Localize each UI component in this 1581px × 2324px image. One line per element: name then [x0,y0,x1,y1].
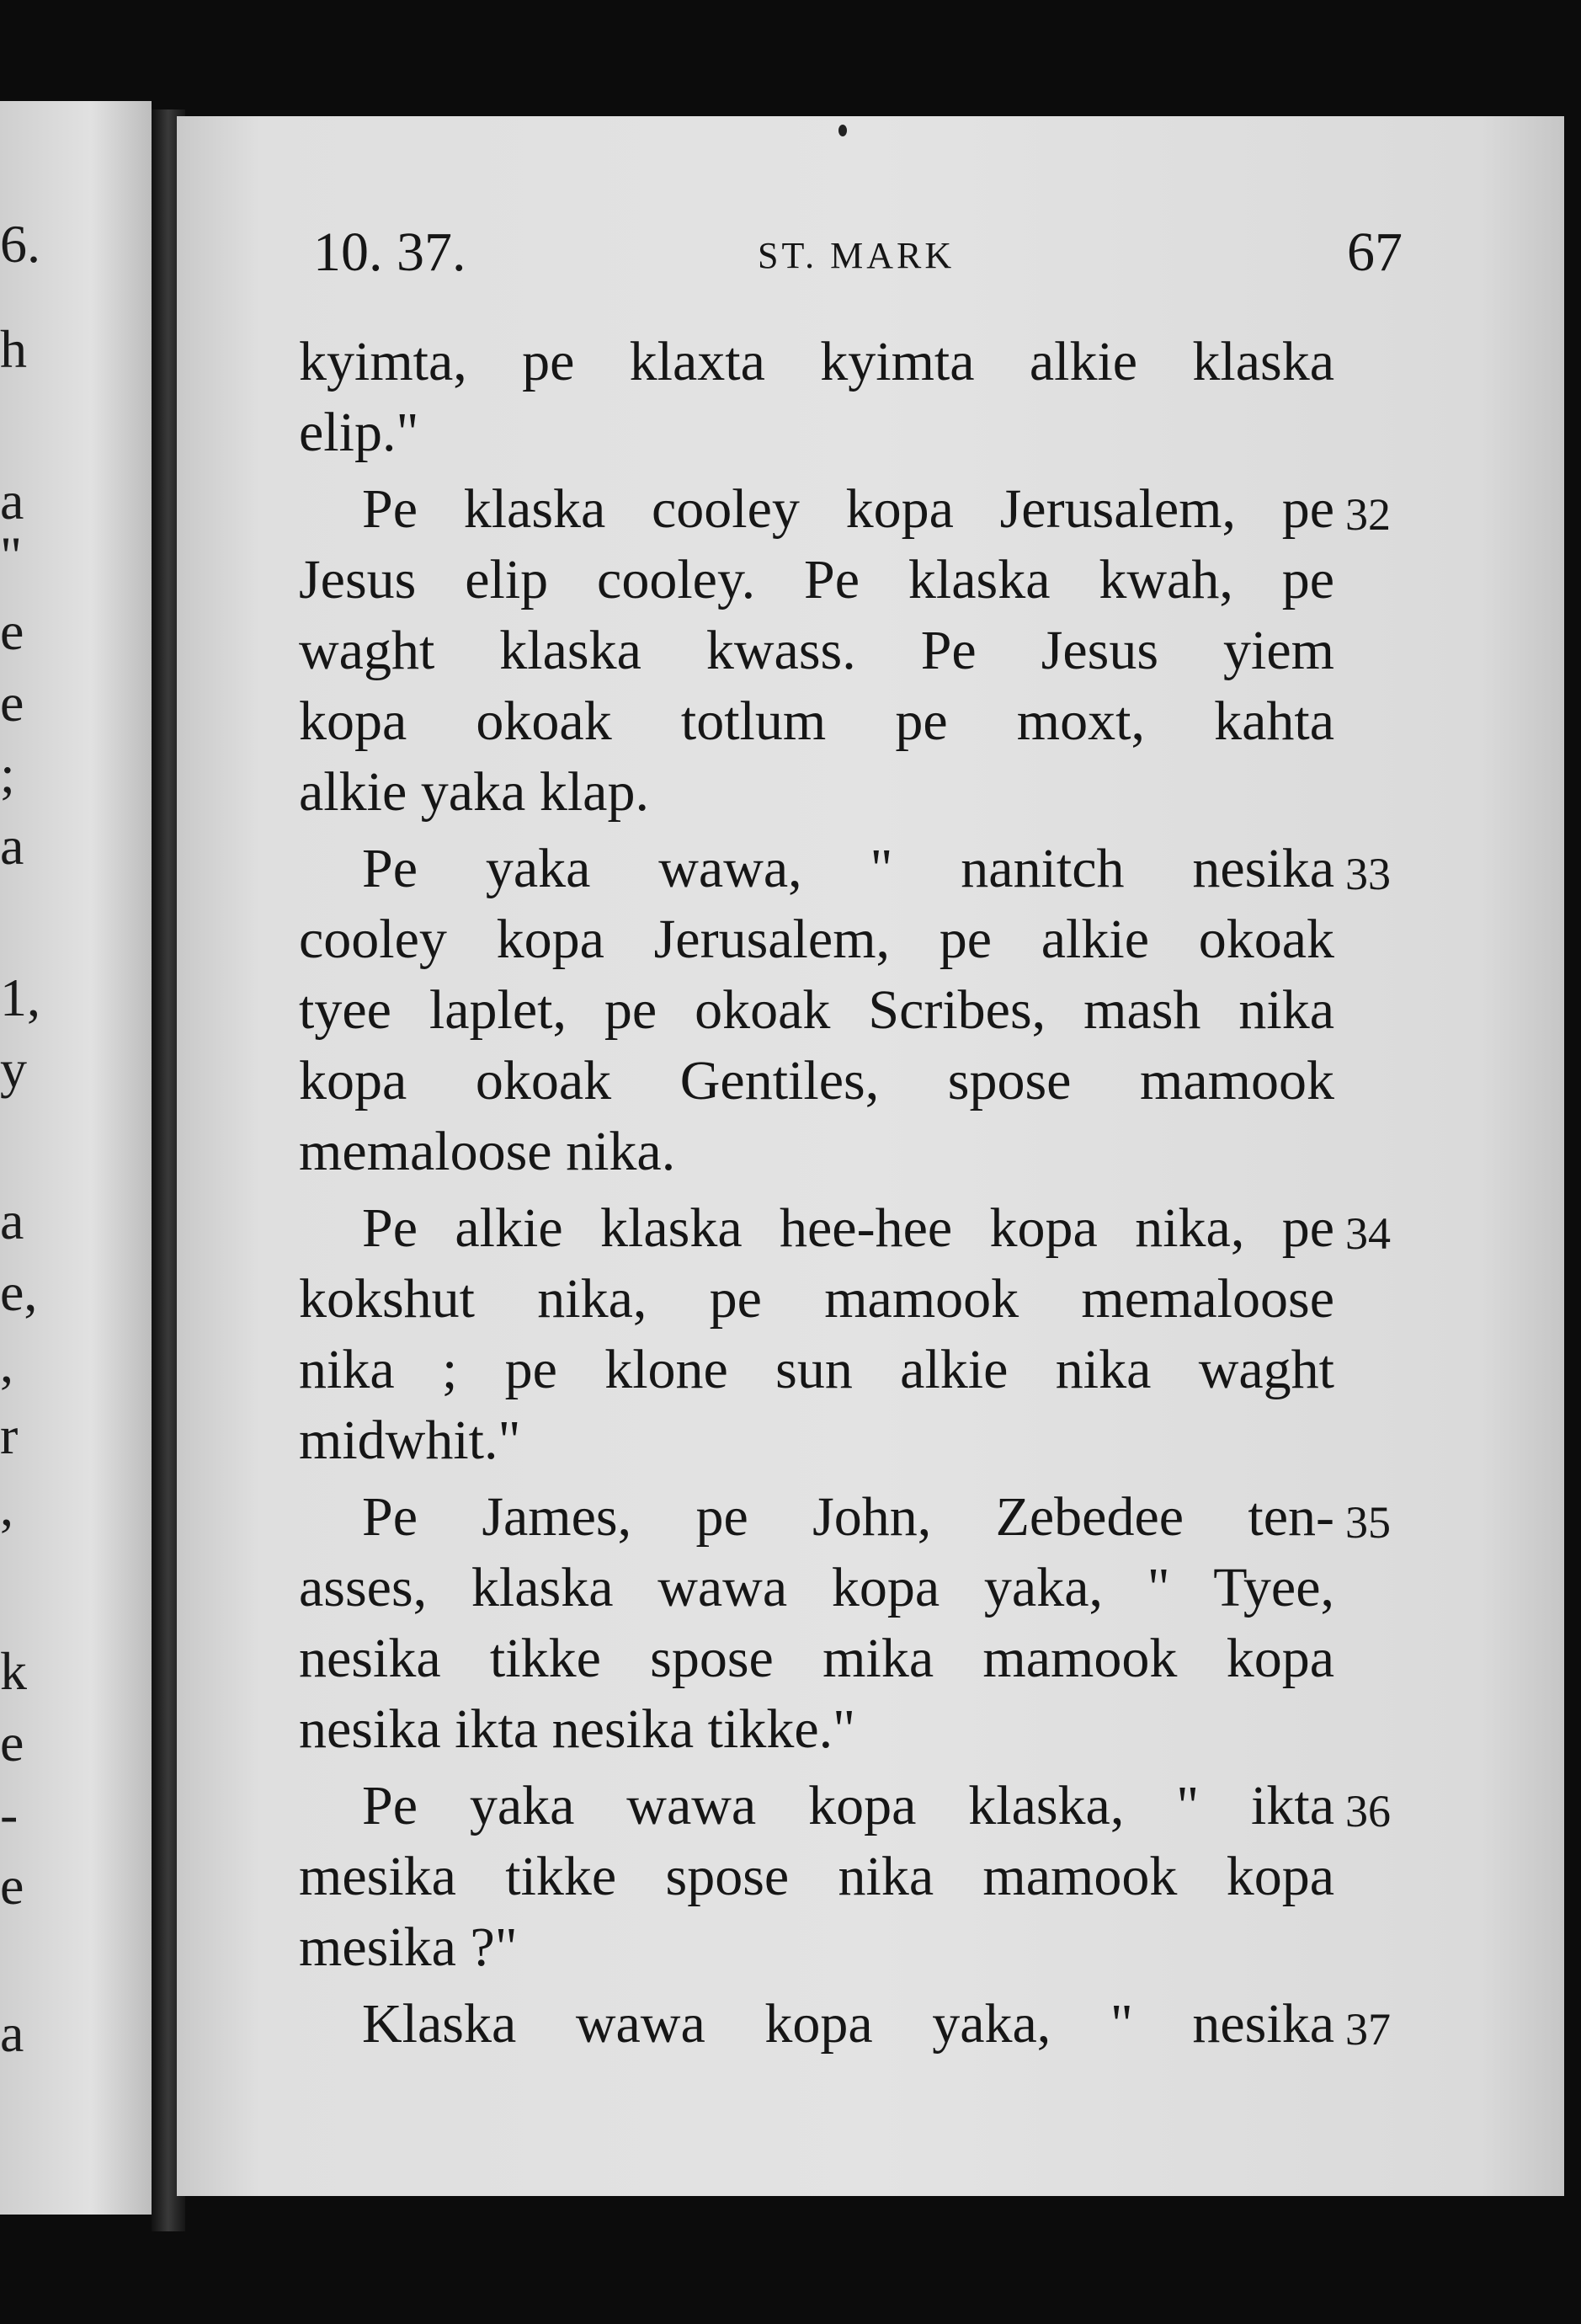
verse-number: 34 [1345,1208,1391,1259]
text-line: Jesus elip cooley. Pe klaska kwah, pe [299,549,1334,610]
facing-fragment: r [0,1405,19,1465]
facing-fragment: , [0,1334,13,1394]
facing-fragment: 1, [0,967,40,1027]
ink-speck [838,125,847,136]
running-head: ST. MARK [758,235,956,276]
text-line: waght klaska kwass. Pe Jesus yiem [299,620,1334,681]
text-line: Pe yaka wawa, " nanitch nesika [362,838,1334,899]
text-line: kopa okoak Gentiles, spose mamook [299,1050,1334,1111]
text-line: Pe alkie klaska hee-hee kopa nika, pe [362,1197,1334,1259]
facing-fragment: 6. [0,214,40,274]
facing-fragment: a [0,816,24,876]
text-line: nesika ikta nesika tikke." [299,1698,856,1760]
facing-fragment: a [0,1191,24,1250]
text-line: nika ; pe klone sun alkie nika waght [299,1339,1334,1400]
facing-fragment: " [0,525,23,585]
text-line: midwhit." [299,1410,521,1471]
facing-fragment: y [0,1039,27,1099]
facing-fragment: , [0,1477,13,1537]
facing-fragment: - [0,1784,19,1844]
text-line: Pe James, pe John, Zebedee ten- [362,1486,1334,1548]
text-line: memaloose nika. [299,1121,676,1182]
text-line: tyee laplet, pe okoak Scribes, mash nika [299,979,1334,1041]
text-line: Klaska wawa kopa yaka, " nesika [362,1993,1334,2055]
page-header [0,221,1581,296]
text-line: mesika tikke spose nika mamook kopa [299,1846,1334,1907]
facing-fragment: e, [0,1262,38,1322]
facing-fragment: a [0,471,24,530]
facing-fragment: e [0,601,24,661]
text-line: kokshut nika, pe mamook memaloose [299,1268,1334,1330]
text-line: Pe yaka wawa kopa klaska, " ikta [362,1775,1334,1836]
verse-number: 36 [1345,1786,1391,1836]
facing-fragment: e [0,1713,24,1772]
verse-number: 37 [1345,2004,1391,2055]
text-line: kopa okoak totlum pe moxt, kahta [299,690,1334,752]
facing-fragment: e [0,673,24,733]
page-number: 67 [1347,221,1403,283]
text-line: asses, klaska wawa kopa yaka, " Tyee, [299,1557,1334,1618]
verse-number: 33 [1345,849,1391,899]
facing-fragment: k [0,1641,27,1701]
verse-number: 35 [1345,1497,1391,1548]
facing-fragment: a [0,2003,24,2063]
text-line: cooley kopa Jerusalem, pe alkie okoak [299,909,1334,970]
text-line: alkie yaka klap. [299,761,649,823]
verse-number: 32 [1345,489,1391,540]
text-line: elip." [299,402,419,463]
text-line: kyimta, pe klaxta kyimta alkie klaska [299,331,1334,392]
chapter-verse-ref: 10. 37. [313,221,466,283]
facing-fragment: ; [0,744,15,804]
facing-fragment: e [0,1856,24,1916]
facing-fragment: h [0,319,27,379]
text-line: mesika ?" [299,1916,518,1978]
text-line: Pe klaska cooley kopa Jerusalem, pe [362,478,1334,540]
text-line: nesika tikke spose mika mamook kopa [299,1628,1334,1689]
